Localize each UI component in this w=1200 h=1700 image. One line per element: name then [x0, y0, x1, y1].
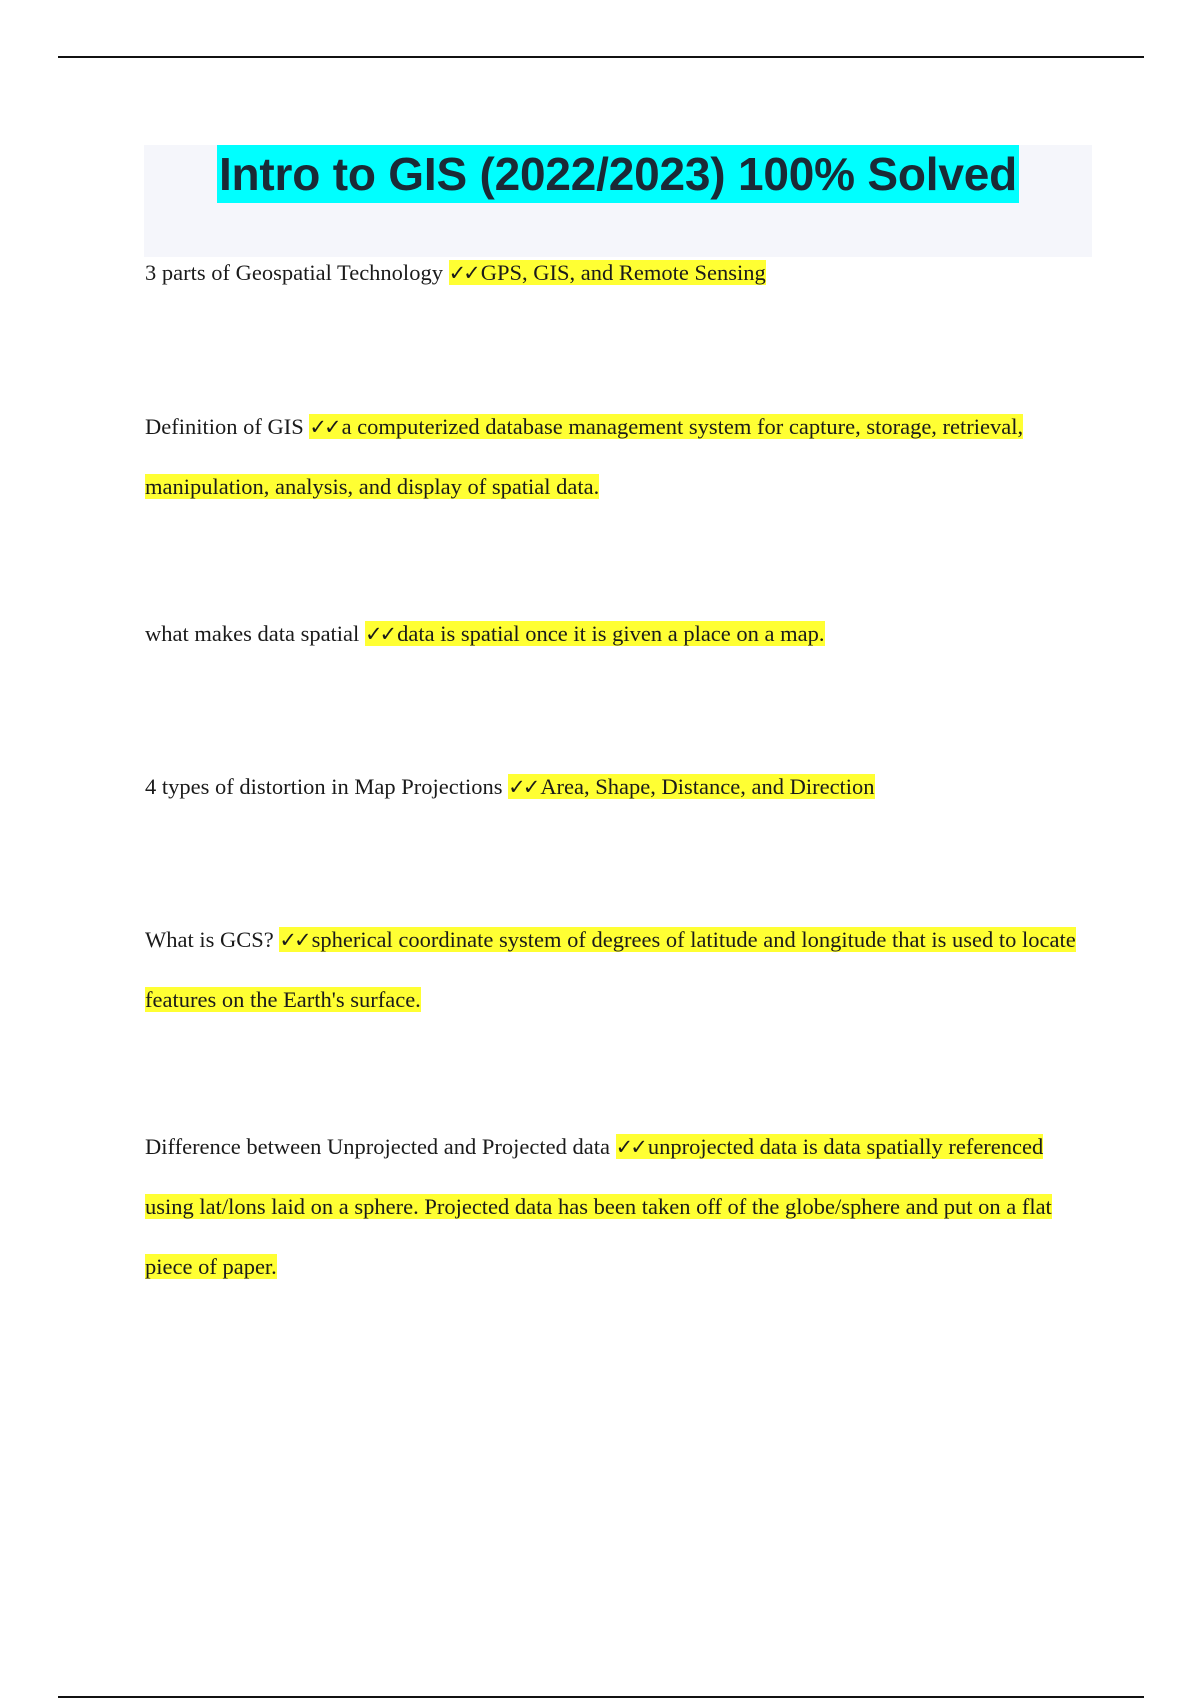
qa-question: 3 parts of Geospatial Technology — [145, 260, 443, 285]
qa-answer-highlight — [145, 927, 1076, 1012]
qa-answer-highlight — [365, 621, 825, 646]
qa-question: what makes data spatial — [145, 621, 360, 646]
qa-item-5 — [145, 910, 1095, 1030]
double-check-icon: ✓✓ — [508, 775, 538, 799]
double-check-icon: ✓✓ — [448, 261, 478, 285]
qa-question: What is GCS? — [145, 927, 274, 952]
double-check-icon: ✓✓ — [309, 415, 339, 439]
footer-rule — [58, 1696, 1144, 1698]
double-check-icon: ✓✓ — [364, 622, 395, 646]
title-band — [144, 145, 1092, 257]
qa-item-4 — [145, 757, 1095, 817]
qa-answer: a computerized database management system for capture, storage, retrieval, manipulation, analysis, and display of spatial data. — [145, 414, 1024, 499]
qa-answer-highlight — [508, 774, 874, 799]
qa-question: Definition of GIS — [145, 414, 304, 439]
qa-item-3 — [145, 604, 1095, 664]
qa-answer: GPS, GIS, and Remote Sensing — [480, 260, 766, 285]
document-title-text: Intro to GIS (2022/2023) 100% Solved — [217, 145, 1019, 203]
document-title — [144, 145, 1092, 203]
qa-item-1 — [145, 243, 1095, 303]
qa-question: Difference between Unprojected and Projected data — [145, 1134, 610, 1159]
header-rule — [58, 56, 1144, 58]
qa-item-2 — [145, 397, 1095, 517]
qa-answer: unprojected data is data spatially referenced using lat/lons laid on a sphere. Projected data has been taken off of the globe/sphere and put on a flat piece of paper. — [145, 1134, 1052, 1279]
double-check-icon: ✓✓ — [615, 1135, 645, 1159]
qa-item-6 — [145, 1117, 1095, 1297]
qa-answer: Area, Shape, Distance, and Direction — [540, 774, 875, 799]
qa-answer-highlight — [449, 260, 766, 285]
double-check-icon: ✓✓ — [279, 928, 309, 952]
qa-answer: data is spatial once it is given a place on a map. — [397, 621, 825, 646]
qa-answer: spherical coordinate system of degrees of latitude and longitude that is used to locate features on the Earth's surface. — [145, 927, 1076, 1012]
qa-question: 4 types of distortion in Map Projections — [145, 774, 503, 799]
